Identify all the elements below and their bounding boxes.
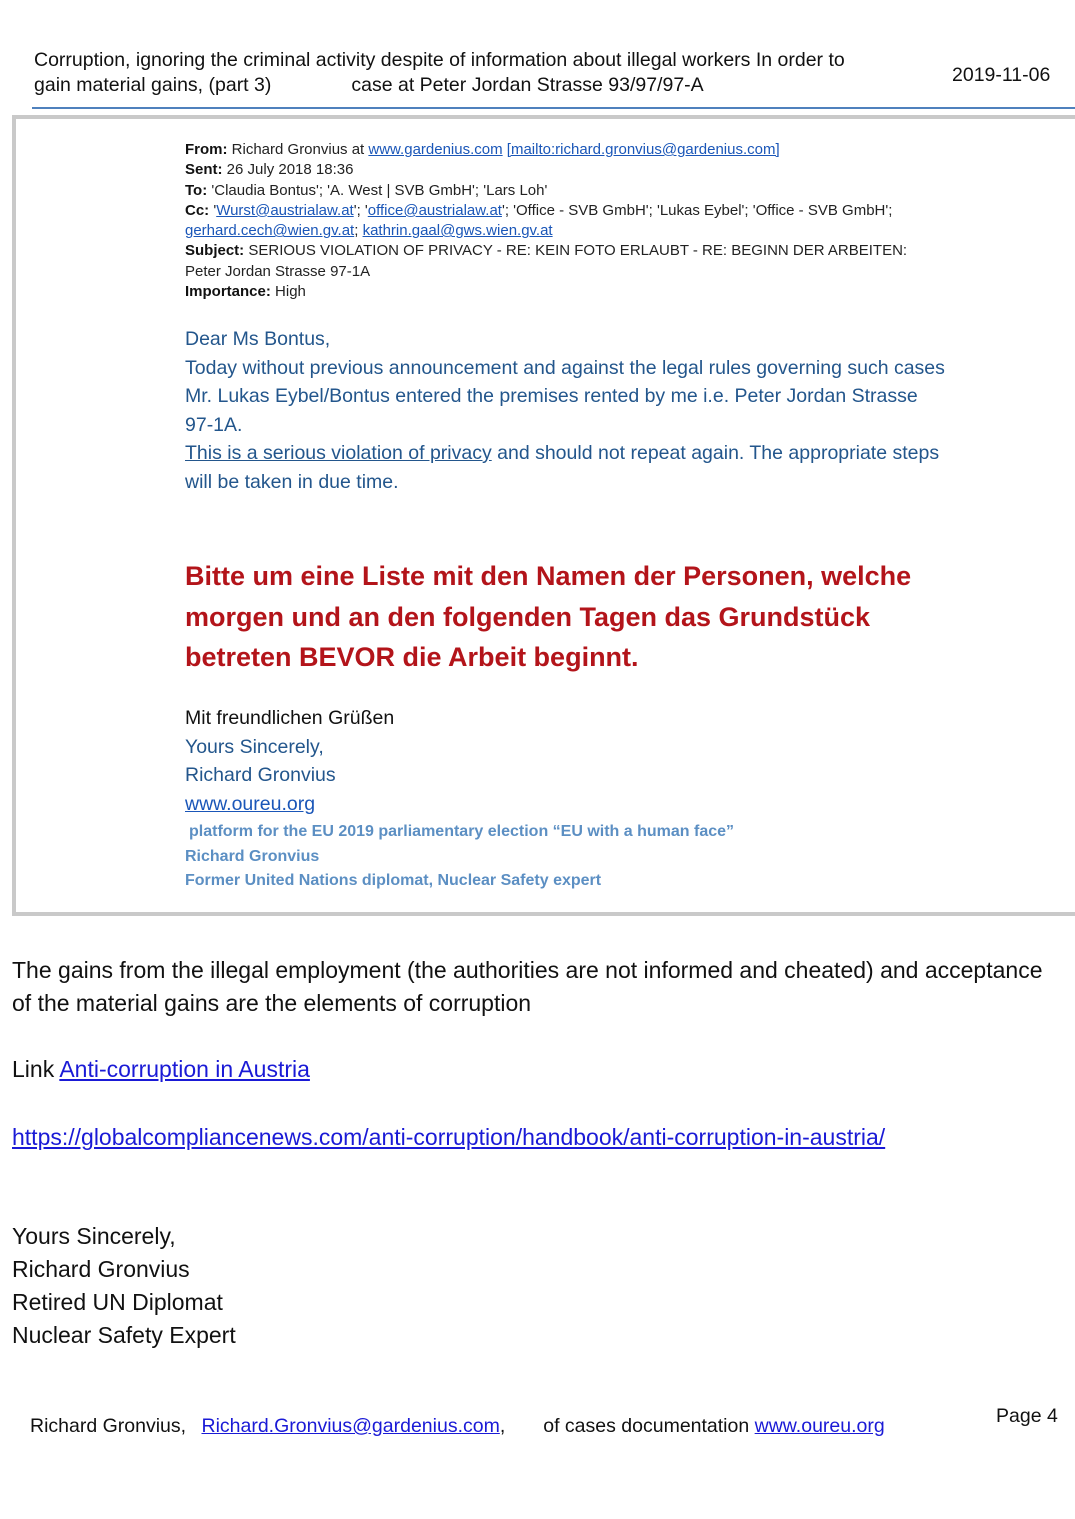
email-cc-link-cech[interactable]: gerhard.cech@wien.gv.at [185,222,355,240]
url-line [12,1121,1052,1154]
email-subject-value: SERIOUS VIOLATION OF PRIVACY - RE: KEIN FOTO ERLAUBT - RE: BEGINN DER ARBEITEN: Peter Jordan Strasse 97-1A [185,242,908,280]
email-cc-label: Cc: [185,201,210,219]
email-cc-text: '; ' [353,201,368,219]
email-importance-label: Importance: [185,283,271,301]
email-body-paragraph: Today without previous announcement and against the legal rules governing such cases [185,356,945,379]
closing-name: Richard Gronvius [12,1256,190,1282]
email-subject-label: Subject: [185,242,245,260]
header-date: 2019-11-06 [952,64,1051,86]
footer-name: Richard Gronvius, [30,1415,187,1437]
email-from-link[interactable]: www.gardenius.com [368,141,503,158]
email-cc-link-wurst[interactable]: Wurst@austrialaw.at [216,201,354,219]
email-sent-row [185,160,945,180]
email-subject-row [185,241,945,282]
greeting-english: Yours Sincerely, [185,735,324,758]
email-importance-row [185,282,945,302]
link-line [12,1053,1052,1086]
closing-expertise: Nuclear Safety Expert [12,1322,236,1348]
email-body-text: and should not repeat again. The appropriate steps will be taken in due time. [185,442,940,493]
email-from-text: Richard Gronvius at [227,141,369,158]
closing-role: Retired UN Diplomat [12,1289,223,1315]
signature-website-link[interactable]: www.oureu.org [185,792,316,815]
email-to-label: To: [185,181,208,199]
email-cc-link-gaal[interactable]: kathrin.gaal@gws.wien.gv.at [362,222,553,240]
header-title-line1: Corruption, ignoring the criminal activity despite of information about illegal workers In order to [34,49,845,71]
footer-docs-text: of cases documentation [543,1415,755,1437]
page-number: Page 4 [996,1405,1058,1427]
signature-platform: platform for the EU 2019 parliamentary election “EU with a human face” [189,823,735,840]
red-request-text: Bitte um eine Liste mit den Namen der Personen, welche morgen und an den folgenden Tagen das Grundstück betreten BEVOR die Arbeit beginnt. [185,561,912,672]
anti-corruption-link[interactable]: Anti-corruption in Austria [59,1056,310,1082]
email-importance-value: High [270,283,306,301]
email-cc-text: ' [209,201,217,219]
email-body-paragraph: Mr. Lukas Eybel/Bontus entered the premises rented by me i.e. Peter Jordan Strasse 97-1A. [185,385,918,436]
email-cc-text: ; [354,222,363,240]
email-cc-text: '; 'Office - SVB GmbH'; 'Lukas Eybel'; 'Office - SVB GmbH'; [501,201,893,219]
footer-email-link[interactable]: Richard.Gronvius@gardenius.com [201,1415,500,1437]
link-prefix: Link [12,1056,60,1082]
closing-block [12,1220,1052,1352]
header-case-address: case at Peter Jordan Strasse 93/97/97-A [351,74,704,96]
page-footer [30,1415,885,1438]
email-from-label: From: [185,141,228,158]
header-title-line2 [34,73,920,98]
signature-link-row [185,790,945,819]
corruption-paragraph: The gains from the illegal employment (the authorities are not informed and cheated) and acceptance of the material gains are the elements of corruption [12,957,1043,1016]
signature-details [185,820,945,894]
email-cc-link-office[interactable]: office@austrialaw.at [367,201,502,219]
header-divider [32,107,1075,109]
email-body-paragraph [185,439,945,496]
page-header-title [34,48,920,98]
email-sent-label: Sent: [185,161,223,179]
globalcompliance-url-link[interactable]: https://globalcompliancenews.com/anti-corruption/handbook/anti-corruption-in-austria/ [12,1124,886,1150]
footer-comma: , [499,1415,506,1437]
email-to-row [185,181,945,201]
header-title-part: gain material gains, (part 3) [34,74,272,96]
signature-name: Richard Gronvius [185,764,336,786]
closing-line: Yours Sincerely, [12,1223,176,1249]
email-from-mailto[interactable]: [mailto:richard.gronvius@gardenius.com] [506,141,780,158]
email-salutation: Dear Ms Bontus, [185,328,331,350]
email-cc-row [185,201,945,242]
email-from-row [185,140,945,160]
email-to-value: 'Claudia Bontus'; 'A. West | SVB GmbH'; 'Lars Loh' [207,181,548,199]
privacy-violation-link[interactable]: This is a serious violation of privacy [185,442,492,464]
email-signature [185,704,945,818]
footer-website-link[interactable]: www.oureu.org [754,1415,885,1437]
signature-name-small: Richard Gronvius [185,847,320,865]
greeting-german: Mit freundlichen Grüßen [185,707,395,729]
email-body [185,325,945,496]
email-sent-value: 26 July 2018 18:36 [222,161,354,179]
signature-title: Former United Nations diplomat, Nuclear Safety expert [185,872,602,889]
email-headers [185,140,945,302]
